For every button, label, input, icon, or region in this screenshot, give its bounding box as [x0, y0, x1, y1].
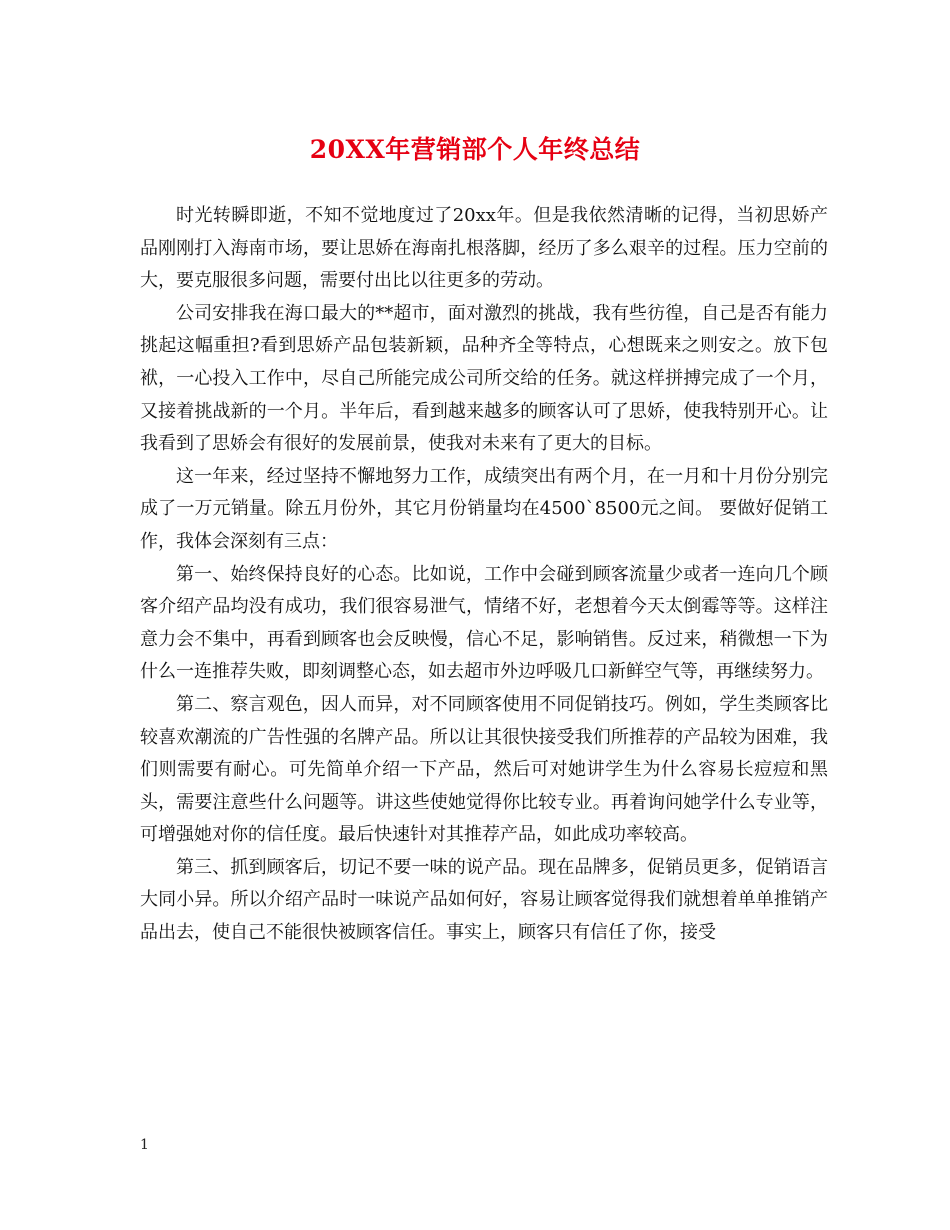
paragraph-5: 第二、察言观色，因人而异，对不同顾客使用不同促销技巧。例如，学生类顾客比较喜欢潮流的广告性强的名牌产品。所以让其很快接受我们所推荐的产品较为困难，我们则需要有耐心。可先简单介绍一下产品，然后可对她讲学生为什么容易长痘痘和黑头，需要注意些什么问题等。讲这些使她觉得你比较专业。再着询问她学什么专业等，可增强她对你的信任度。最后快速针对其推荐产品，如此成功率较高。 [140, 693, 828, 846]
paragraph-6: 第三、抓到顾客后，切记不要一味的说产品。现在品牌多，促销员更多，促销语言大同小异。所以介绍产品时一味说产品如何好，容易让顾客觉得我们就想着单单推销产品出去，使自己不能很快被顾客信任。事实上，顾客只有信任了你，接受 [140, 856, 828, 944]
paragraph-1: 时光转瞬即逝，不知不觉地度过了20xx年。但是我依然清晰的记得，当初思娇产品刚刚打入海南市场，要让思娇在海南扎根落脚，经历了多么艰辛的过程。压力空前的大，要克服很多问题，需要付出比以往更多的劳动。 [140, 205, 828, 292]
paragraph-3: 这一年来，经过坚持不懈地努力工作，成绩突出有两个月，在一月和十月份分别完成了一万元销量。除五月份外，其它月份销量均在4500`8500元之间。 要做好促销工作，我体会深刻有三点： [140, 465, 828, 552]
paragraph-2: 公司安排我在海口最大的**超市，面对激烈的挑战，我有些彷徨，自己是否有能力挑起这幅重担?看到思娇产品包装新颖，品种齐全等特点，心想既来之则安之。放下包袱，一心投入工作中，尽自己所能完成公司所交给的任务。就这样拼搏完成了一个月，又接着挑战新的一个月。半年后，看到越来越多的顾客认可了思娇，使我特别开心。让我看到了思娇会有很好的发展前景，使我对未来有了更大的目标。 [140, 302, 828, 455]
paragraph-4: 第一、始终保持良好的心态。比如说，工作中会碰到顾客流量少或者一连向几个顾客介绍产品均没有成功，我们很容易泄气，情绪不好，老想着今天太倒霉等等。这样注意力会不集中，再看到顾客也会反映慢，信心不足，影响销售。反过来，稍微想一下为什么一连推荐失败，即刻调整心态，如去超市外边呼吸几口新鲜空气等，再继续努力。 [140, 563, 828, 683]
document-title: 20XX年营销部个人年终总结 [309, 135, 641, 164]
page-number: 1 [140, 1137, 149, 1153]
document-body [140, 200, 828, 950]
